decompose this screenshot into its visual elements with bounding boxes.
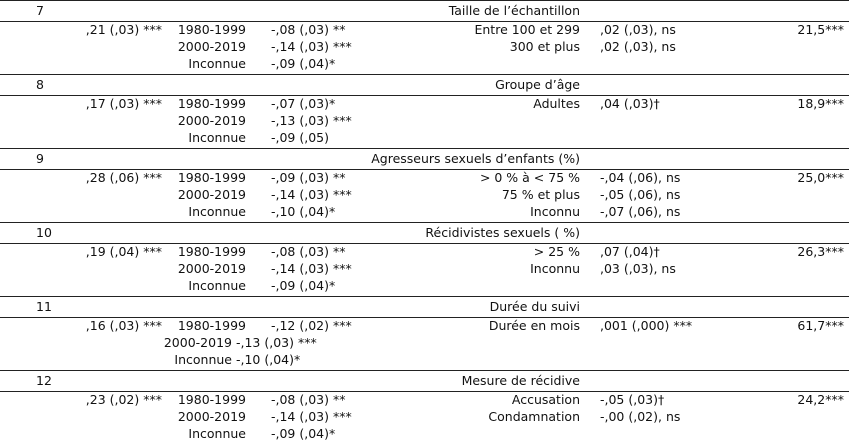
- section-number: 12: [36, 373, 52, 388]
- period-label: 1980-1999: [177, 318, 246, 333]
- period-coefficient: -,08 (,03) **: [271, 392, 346, 407]
- intercept-value: ,17 (,03) ***: [85, 96, 162, 111]
- moderator-coefficient: ,07 (,04)†: [600, 244, 660, 259]
- moderator-coefficient: ,03 (,03), ns: [600, 261, 676, 276]
- moderator-label: Entre 100 et 299: [474, 22, 580, 37]
- intercept-value: ,23 (,02) ***: [85, 392, 162, 407]
- period-label: 1980-1999: [177, 96, 246, 111]
- period-label: Inconnue: [188, 204, 246, 219]
- section-number: 9: [36, 151, 44, 166]
- section-title: Mesure de récidive: [461, 373, 580, 388]
- moderator-coefficient: ,02 (,03), ns: [600, 39, 676, 54]
- statistic-value: 61,7***: [797, 318, 844, 333]
- moderator-label: 75 % et plus: [501, 187, 580, 202]
- period-coefficient: -,09 (,04)*: [271, 426, 336, 441]
- moderator-label: Inconnu: [530, 261, 580, 276]
- section-number: 11: [36, 299, 52, 314]
- moderator-label: Inconnu: [530, 204, 580, 219]
- period-coefficient: -,09 (,04)*: [271, 278, 336, 293]
- moderator-label: > 25 %: [533, 244, 580, 259]
- moderator-label: Durée en mois: [488, 318, 580, 333]
- period-coefficient: -,09 (,05): [271, 130, 329, 145]
- period-label: Inconnue: [188, 426, 246, 441]
- section-header: [0, 0, 849, 22]
- moderator-coefficient: -,05 (,06), ns: [600, 187, 681, 202]
- period-coefficient: -,08 (,03) **: [271, 22, 346, 37]
- section-number: 8: [36, 77, 44, 92]
- moderator-coefficient: -,07 (,06), ns: [600, 204, 681, 219]
- period-coefficient: -,08 (,03) **: [271, 244, 346, 259]
- period-label: Inconnue: [188, 130, 246, 145]
- statistic-value: 26,3***: [797, 244, 844, 259]
- period-label: Inconnue: [188, 56, 246, 71]
- period-label: 1980-1999: [177, 22, 246, 37]
- period-label: 2000-2019: [163, 335, 232, 350]
- period-coefficient: -,12 (,02) ***: [271, 318, 352, 333]
- period-coefficient: -,13 (,03) ***: [236, 335, 317, 350]
- period-coefficient: -,10 (,04)*: [271, 204, 336, 219]
- section-header: [0, 222, 849, 244]
- section-title: Durée du suivi: [489, 299, 580, 314]
- moderator-label: Condamnation: [488, 409, 580, 424]
- period-label: 2000-2019: [177, 409, 246, 424]
- period-label: 2000-2019: [177, 39, 246, 54]
- period-label: 2000-2019: [177, 187, 246, 202]
- period-coefficient: -,13 (,03) ***: [271, 113, 352, 128]
- section-header: [0, 296, 849, 318]
- moderator-label: Accusation: [511, 392, 580, 407]
- period-coefficient: -,07 (,03)*: [271, 96, 336, 111]
- period-label: Inconnue: [188, 278, 246, 293]
- period-label: 1980-1999: [177, 392, 246, 407]
- period-label: 2000-2019: [177, 261, 246, 276]
- statistic-value: 25,0***: [797, 170, 844, 185]
- intercept-value: ,16 (,03) ***: [85, 318, 162, 333]
- moderator-coefficient: ,02 (,03), ns: [600, 22, 676, 37]
- section-number: 7: [36, 3, 44, 18]
- moderator-label: > 0 % à < 75 %: [479, 170, 580, 185]
- period-coefficient: -,09 (,03) **: [271, 170, 346, 185]
- section-header: [0, 370, 849, 392]
- moderator-label: 300 et plus: [509, 39, 580, 54]
- period-label: 1980-1999: [177, 170, 246, 185]
- period-coefficient: -,14 (,03) ***: [271, 261, 352, 276]
- statistic-value: 18,9***: [797, 96, 844, 111]
- period-coefficient: -,14 (,03) ***: [271, 409, 352, 424]
- moderator-coefficient: -,00 (,02), ns: [600, 409, 681, 424]
- intercept-value: ,28 (,06) ***: [85, 170, 162, 185]
- intercept-value: ,21 (,03) ***: [85, 22, 162, 37]
- section-title: Taille de l’échantillon: [448, 3, 580, 18]
- period-label: 1980-1999: [177, 244, 246, 259]
- section-title: Groupe d’âge: [495, 77, 580, 92]
- section-title: Agresseurs sexuels d’enfants (%): [371, 151, 580, 166]
- period-coefficient: -,09 (,04)*: [271, 56, 336, 71]
- moderator-coefficient: ,04 (,03)†: [600, 96, 660, 111]
- intercept-value: ,19 (,04) ***: [85, 244, 162, 259]
- period-coefficient: -,14 (,03) ***: [271, 39, 352, 54]
- statistic-value: 21,5***: [797, 22, 844, 37]
- section-number: 10: [36, 225, 52, 240]
- moderator-coefficient: -,04 (,06), ns: [600, 170, 681, 185]
- section-title: Récidivistes sexuels ( %): [425, 225, 580, 240]
- period-coefficient: -,10 (,04)*: [236, 352, 301, 367]
- section-header: [0, 74, 849, 96]
- statistic-value: 24,2***: [797, 392, 844, 407]
- period-label: Inconnue: [174, 352, 232, 367]
- moderator-coefficient: -,05 (,03)†: [600, 392, 665, 407]
- moderator-coefficient: ,001 (,000) ***: [600, 318, 693, 333]
- period-coefficient: -,14 (,03) ***: [271, 187, 352, 202]
- section-header: [0, 148, 849, 170]
- moderator-label: Adultes: [533, 96, 580, 111]
- period-label: 2000-2019: [177, 113, 246, 128]
